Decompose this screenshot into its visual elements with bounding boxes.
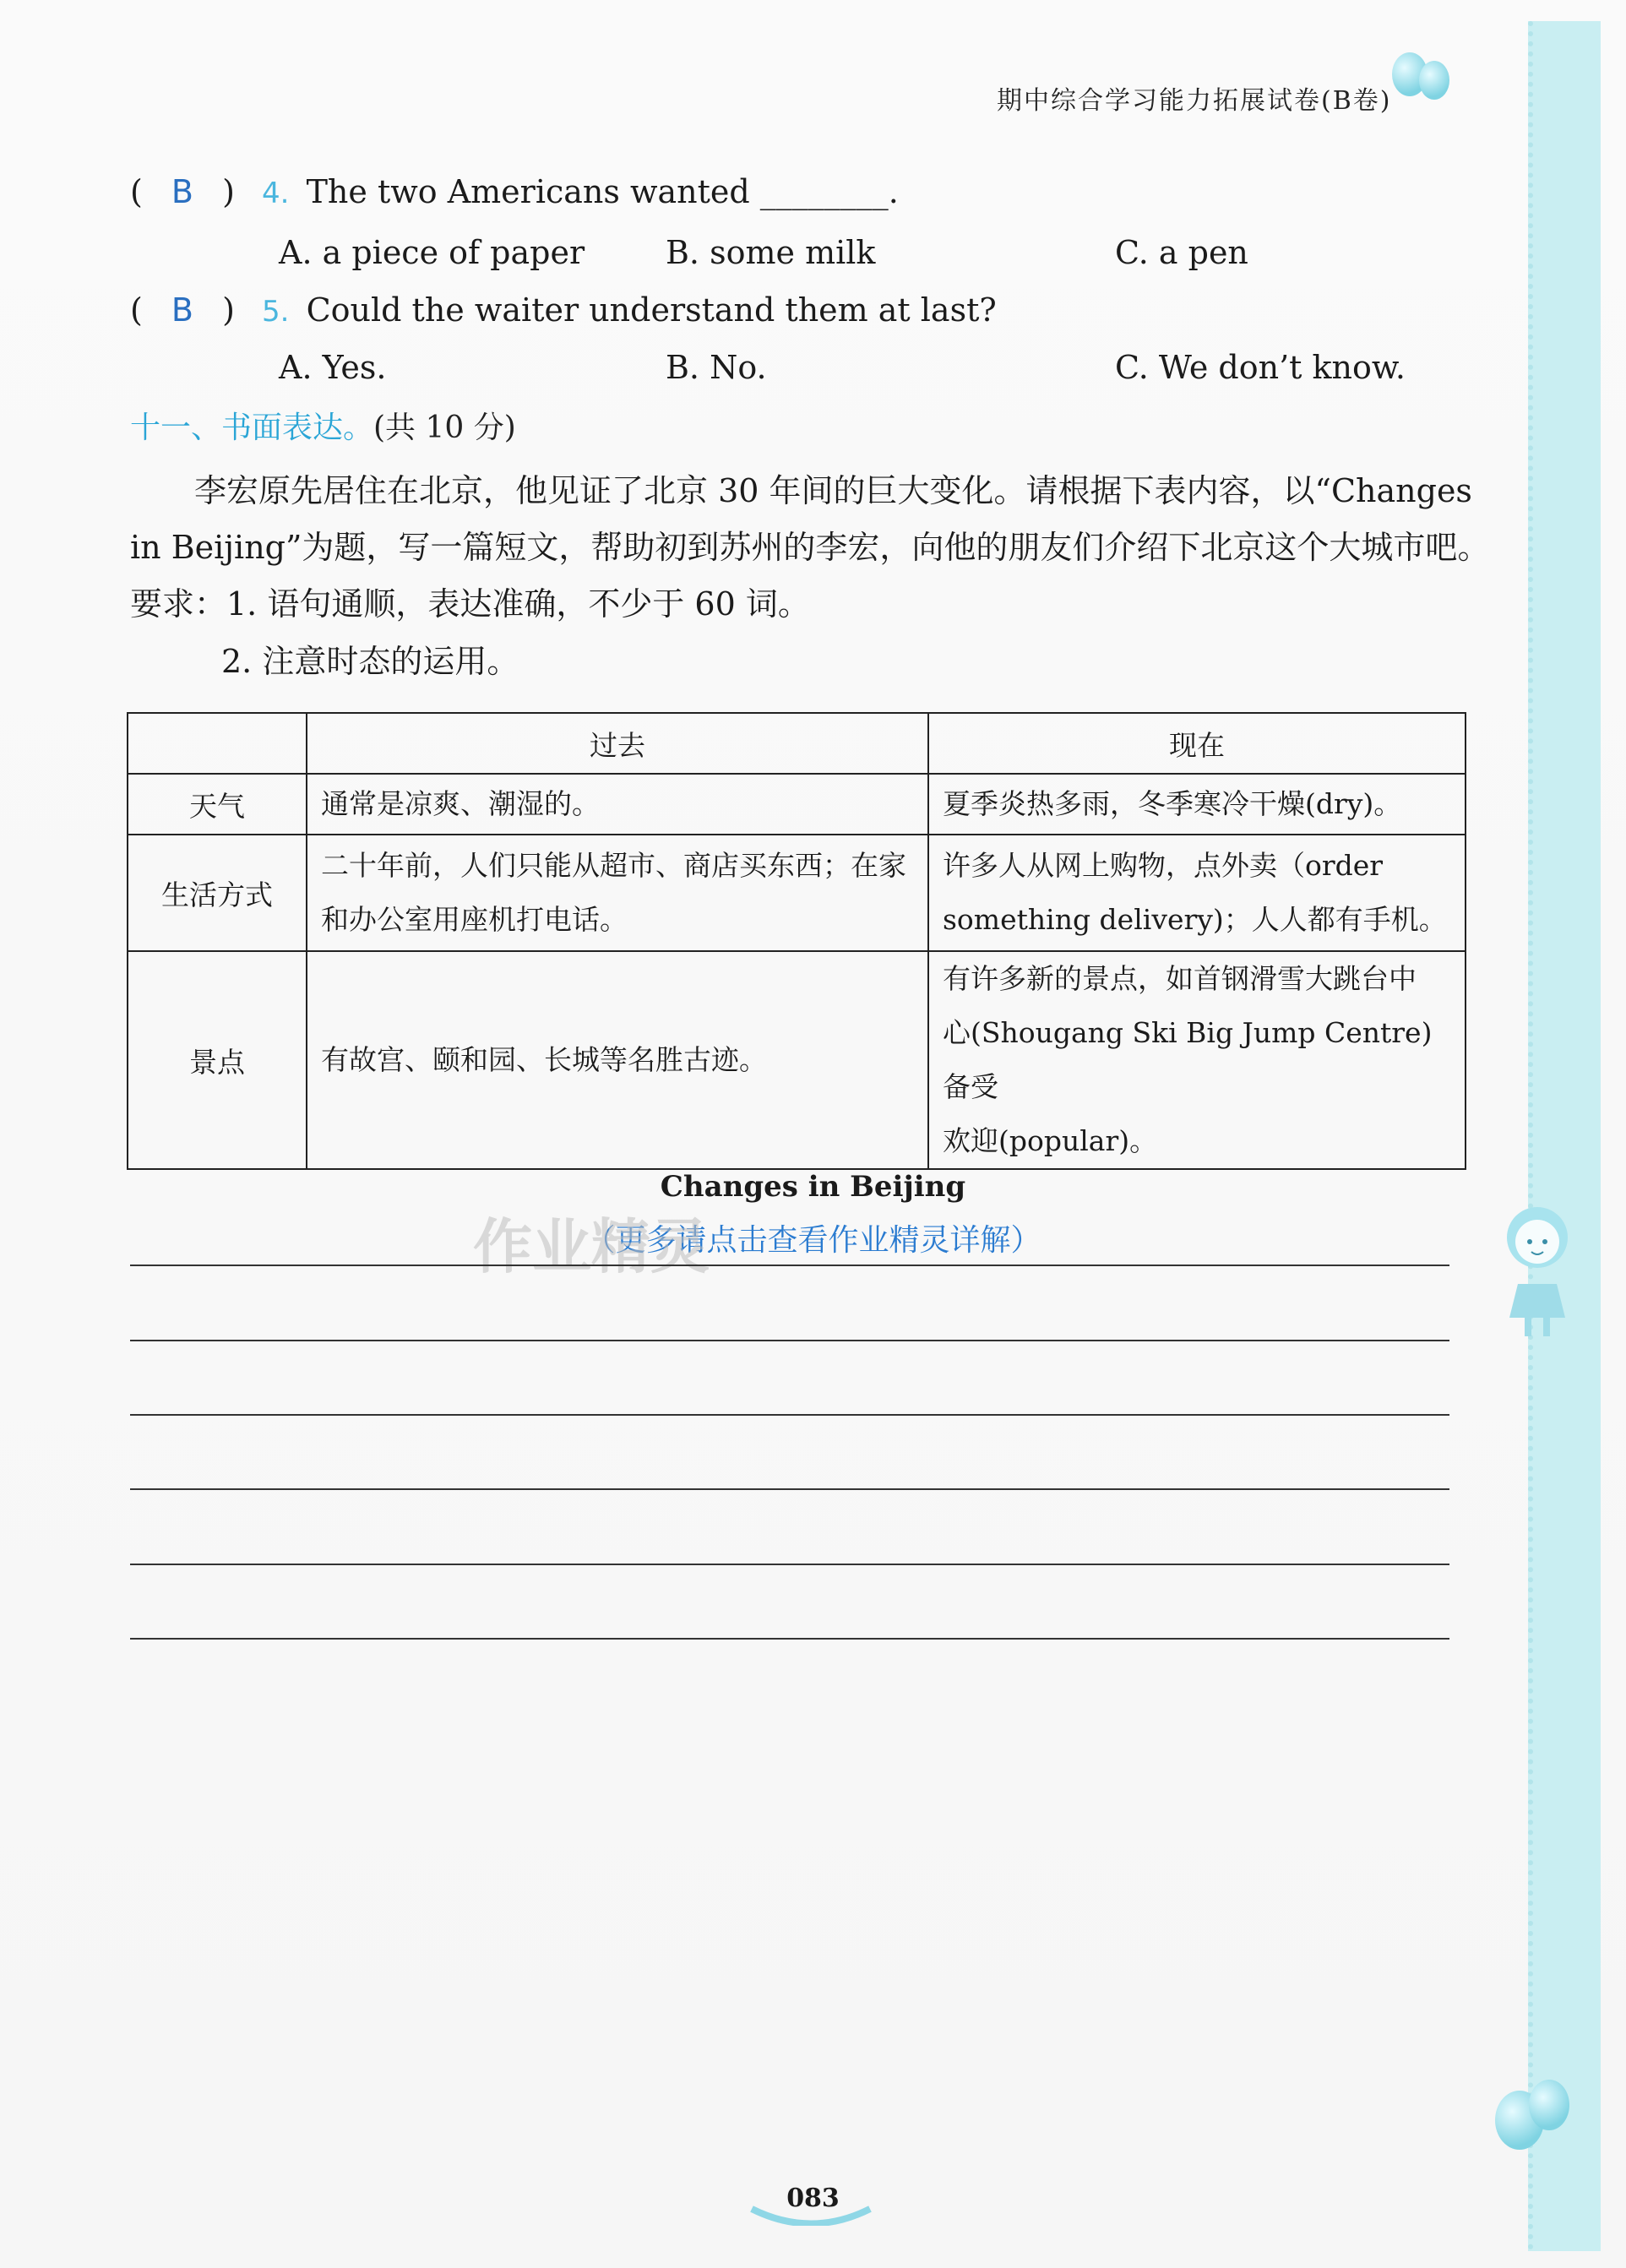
answer-4: B	[171, 173, 193, 210]
answer-5: B	[171, 291, 193, 329]
row-label-weather: 天气	[128, 774, 307, 835]
row-label-lifestyle: 生活方式	[128, 835, 307, 951]
cell-line: 通常是凉爽、潮湿的。	[321, 787, 600, 820]
table-header-row	[128, 713, 1466, 774]
cell-line: 许多人从网上购物，点外卖（order	[943, 849, 1384, 882]
paren-close: )	[222, 173, 235, 210]
option-5a: A. Yes.	[279, 349, 387, 386]
option-4a: A. a piece of paper	[279, 234, 585, 271]
cell-attractions-past	[307, 951, 928, 1169]
table-row-weather	[128, 774, 1466, 835]
instruction-line-2: in Beijing”为题，写一篇短文，帮助初到苏州的李宏，向他的朋友们介绍下北京这个大城市吧。	[130, 529, 1490, 566]
question-text-4: The two Americans wanted ________.	[306, 173, 899, 210]
row-label-attractions: 景点	[128, 951, 307, 1169]
writing-line[interactable]	[130, 1564, 1449, 1565]
writing-line[interactable]	[130, 1488, 1449, 1490]
option-5b: B. No.	[666, 349, 767, 386]
paren-open: (	[130, 291, 143, 329]
option-4c: C. a pen	[1115, 234, 1248, 271]
cell-lifestyle-present	[928, 835, 1466, 951]
option-4b: B. some milk	[666, 234, 876, 271]
requirement-1: 要求：1. 语句通顺，表达准确，不少于 60 词。	[130, 585, 810, 623]
header-title: 期中综合学习能力拓展试卷(B卷)	[997, 86, 1392, 116]
cell-attractions-present	[928, 951, 1466, 1169]
writing-line[interactable]	[130, 1340, 1449, 1341]
table-row-lifestyle	[128, 835, 1466, 951]
writing-line[interactable]	[130, 1638, 1449, 1640]
table-header-past: 过去	[307, 713, 928, 774]
paren-close: )	[222, 291, 235, 329]
question-text-5: Could the waiter understand them at last?	[306, 291, 997, 329]
writing-line[interactable]	[130, 1265, 1449, 1266]
instruction-line-1: 李宏原先居住在北京，他见证了北京 30 年间的巨大变化。请根据下表内容，以“Changes	[194, 472, 1472, 509]
cell-lifestyle-past	[307, 835, 928, 951]
option-5c: C. We don’t know.	[1115, 349, 1406, 386]
question-number-5: 5.	[262, 295, 290, 329]
cell-line: 有故宫、颐和园、长城等名胜古迹。	[321, 1043, 767, 1076]
requirement-2: 2. 注意时态的运用。	[221, 643, 519, 680]
question-4	[130, 173, 899, 210]
table-header-present: 现在	[928, 713, 1466, 774]
cell-weather-present	[928, 774, 1466, 835]
cell-line: 二十年前，人们只能从超市、商店买东西；在家	[321, 849, 906, 882]
decorative-side-strip	[1528, 21, 1601, 2251]
cell-line: 和办公室用座机打电话。	[321, 903, 628, 936]
cartoon-girl-icon	[1499, 1199, 1575, 1343]
cell-line: something delivery)；人人都有手机。	[943, 903, 1447, 936]
balloon-decoration-bottom-2	[1529, 2080, 1569, 2130]
watermark-text: 作业精灵	[473, 1212, 710, 1281]
detail-link[interactable]: （更多请点击查看作业精灵详解）	[585, 1223, 1041, 1258]
question-5	[130, 291, 997, 329]
table-header-empty	[128, 713, 307, 774]
section-title-text: 十一、书面表达。	[130, 411, 374, 445]
table-row-attractions	[128, 951, 1466, 1169]
cell-line: 心(Shougang Ski Big Jump Centre)备受	[943, 1016, 1433, 1103]
cell-weather-past	[307, 774, 928, 835]
question-number-4: 4.	[262, 177, 290, 210]
cell-line: 欢迎(popular)。	[943, 1124, 1158, 1157]
composition-title: Changes in Beijing	[660, 1170, 966, 1204]
changes-table	[127, 712, 1466, 1170]
paren-open: (	[130, 173, 143, 210]
section-score: (共 10 分)	[373, 411, 516, 445]
cell-line: 有许多新的景点，如首钢滑雪大跳台中	[943, 962, 1417, 995]
balloon-decoration-top-2	[1419, 61, 1449, 100]
cell-line: 夏季炎热多雨，冬季寒冷干燥(dry)。	[943, 787, 1402, 820]
writing-line[interactable]	[130, 1414, 1449, 1416]
section-title	[130, 404, 516, 447]
page-number: 083	[786, 2184, 840, 2213]
